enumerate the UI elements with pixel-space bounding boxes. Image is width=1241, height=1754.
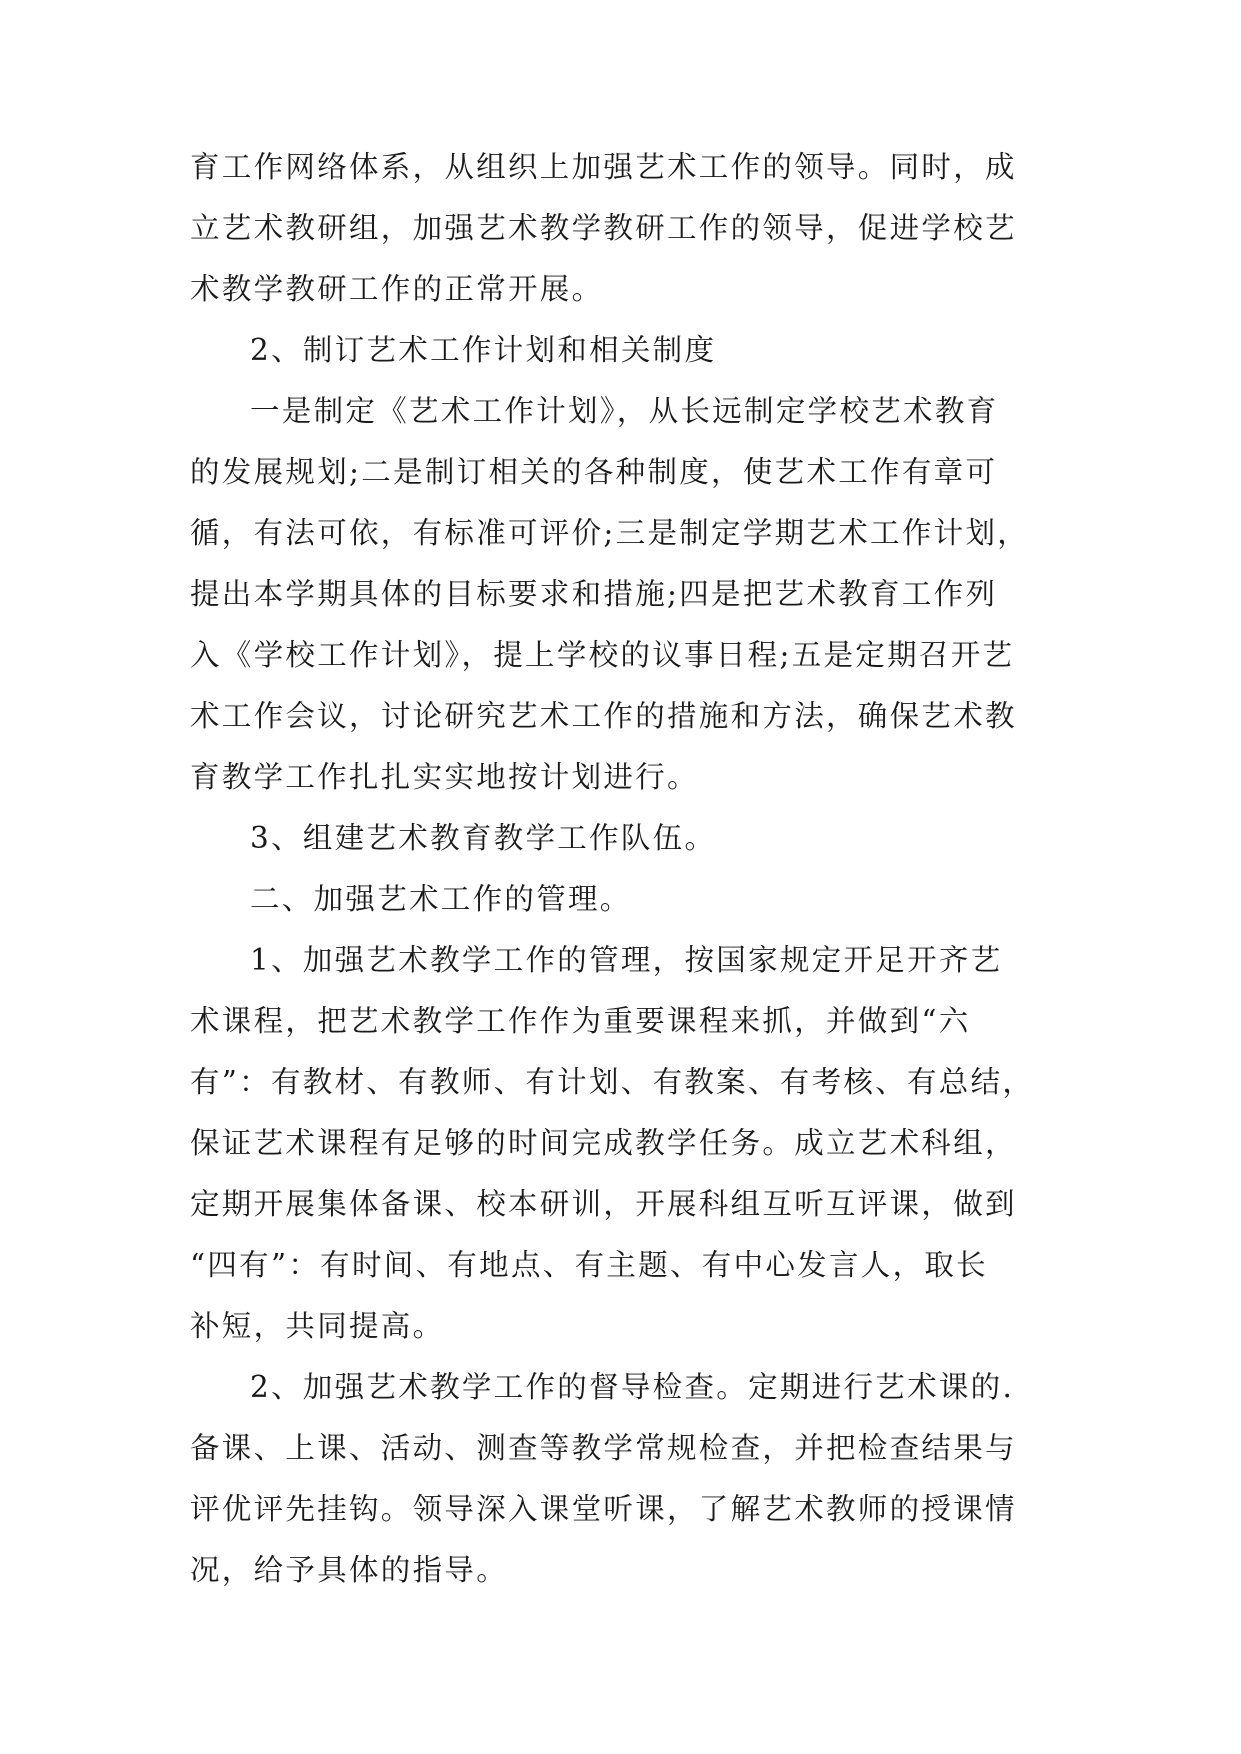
text-line: 立艺术教研组，加强艺术教学教研工作的领导，促进学校艺 bbox=[190, 211, 1017, 245]
text-line: 有”：有教材、有教师、有计划、有教案、有考核、有总结， bbox=[190, 1065, 1035, 1099]
text-line: 评优评先挂钩。领导深入课堂听课，了解艺术教师的授课情 bbox=[190, 1492, 1017, 1526]
text-line: 保证艺术课程有足够的时间完成教学任务。成立艺术科组， bbox=[190, 1126, 1017, 1160]
text-line: 的发展规划;二是制订相关的各种制度，使艺术工作有章可 bbox=[190, 455, 998, 489]
text-line: 提出本学期具体的目标要求和措施;四是把艺术教育工作列 bbox=[190, 577, 998, 611]
text-line: 术课程，把艺术教学工作作为重要课程来抓，并做到“六 bbox=[190, 1004, 971, 1038]
text-line: 二、加强艺术工作的管理。 bbox=[250, 882, 632, 916]
text-line: 术教学教研工作的正常开展。 bbox=[190, 272, 604, 306]
text-line: “四有”：有时间、有地点、有主题、有中心发言人，取长 bbox=[190, 1248, 988, 1282]
text-line: 循，有法可依，有标准可评价;三是制定学期艺术工作计划， bbox=[190, 516, 1030, 550]
text-line: 一是制定《艺术工作计划》，从长远制定学校艺术教育 bbox=[250, 394, 999, 428]
text-line: 补短，共同提高。 bbox=[190, 1309, 445, 1343]
text-line: 3、组建艺术教育教学工作队伍。 bbox=[250, 821, 717, 855]
text-line: 况，给予具体的指导。 bbox=[190, 1553, 509, 1587]
text-line: 入《学校工作计划》，提上学校的议事日程;五是定期召开艺 bbox=[190, 638, 1015, 672]
text-line: 备课、上课、活动、测查等教学常规检查，并把检查结果与 bbox=[190, 1431, 1017, 1465]
text-line: 2、加强艺术教学工作的督导检查。定期进行艺术课的. bbox=[250, 1370, 1015, 1404]
text-line: 2、制订艺术工作计划和相关制度 bbox=[250, 333, 717, 367]
text-line: 术工作会议，讨论研究艺术工作的措施和方法，确保艺术教 bbox=[190, 699, 1017, 733]
text-line: 育教学工作扎扎实实地按计划进行。 bbox=[190, 760, 699, 794]
text-line: 定期开展集体备课、校本研训，开展科组互听互评课，做到 bbox=[190, 1187, 1017, 1221]
text-line: 育工作网络体系，从组织上加强艺术工作的领导。同时，成 bbox=[190, 150, 1017, 184]
text-line: 1、加强艺术教学工作的管理，按国家规定开足开齐艺 bbox=[250, 943, 1003, 977]
